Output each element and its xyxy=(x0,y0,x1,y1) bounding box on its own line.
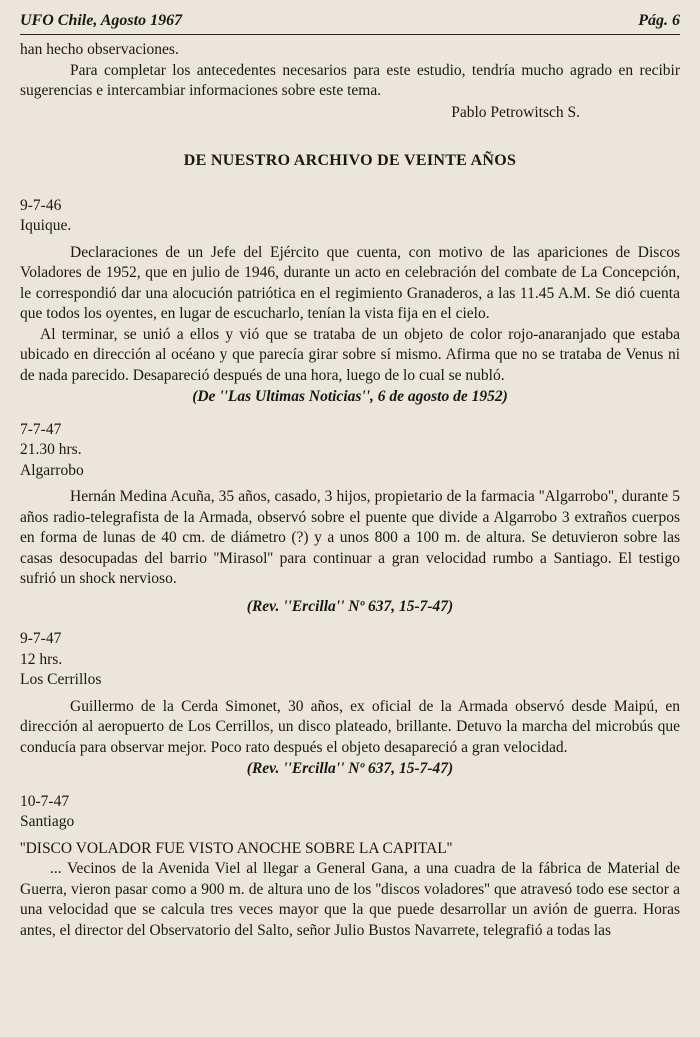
entry-date: 10-7-47 xyxy=(20,792,70,810)
author-signature: Pablo Petrowitsch S. xyxy=(451,103,580,121)
entry-date: 9-7-47 xyxy=(20,630,62,647)
entry-paragraph: Guillermo de la Cerda Simonet, 30 años, ex oficial de la Armada observó desde Maipú, en dirección al aeropuerto de Los Cerrillos, un disco plateado, brillante. Detuvo la marcha del microbús que conducía para observar mejor. Poco rato después el objeto desapareció a gran velocidad. xyxy=(20,697,680,756)
entry-paragraph: Al terminar, se unió a ellos y vió que se trataba de un objeto de color rojo-anaranjado que estaba ubicado en dirección al océano y que parecía girar sobre sí mismo. Afirma que no se trataba de Venus ni de nada parecido. Desapareció después de una hora, luego de lo cual se nubló. xyxy=(20,325,680,384)
entry-place: Los Cerrillos xyxy=(20,671,102,688)
entry-paragraph: ... Vecinos de la Avenida Viel al llegar a General Gana, a una cuadra de la fábrica de Material de Guerra, vieron pasar como a 900 m. de altura uno de los ''discos voladores'' que atravesó todo ese sector a una velocidad que se calcula tres veces mayor que la que puede desarrollar un avión de guerra. Horas antes, el director del Observatorio del Salto, señor Julio Bustos Navarrete, telegrafió a todas las xyxy=(20,860,680,939)
entry-date: 9-7-46 xyxy=(20,196,62,214)
entry-source: (De ''Las Ultimas Noticias'', 6 de agosto de 1952) xyxy=(192,388,508,405)
archive-entry xyxy=(20,792,680,942)
entry-place: Santiago xyxy=(20,813,75,830)
entry-paragraph: Hernán Medina Acuña, 35 años, casado, 3 hijos, propietario de la farmacia ''Algarrobo'', durante 5 años radio-telegrafista de la Armada, observó sobre el puente que divide a Algarrobo 3 extraños cuerpos en forma de lunas de 40 cm. de diámetro (?) y a unos 800 a 100 m. de altura. Se detuvieron sobre las casas desocupadas del barrio ''Mirasol'' para continuar a gran velocidad rumbo a Santiago. El testigo sufrió un shock nervioso. xyxy=(20,488,680,587)
archive-entry xyxy=(20,420,680,618)
entry-place: Iquique. xyxy=(20,217,72,234)
page-header xyxy=(20,10,680,35)
entry-time: 21.30 hrs. xyxy=(20,441,82,458)
archive-entry xyxy=(20,629,680,780)
archive-entry xyxy=(20,196,680,408)
page-number: Pág. 6 xyxy=(638,12,680,29)
entry-source: (Rev. ''Ercilla'' Nº 637, 15-7-47) xyxy=(246,760,454,777)
entry-paragraph: Declaraciones de un Jefe del Ejército que cuenta, con motivo de las apariciones de Discos Voladores de 1952, que en julio de 1946, durante un acto en celebración del combate de La Concepción, le correspondió dar una alocución patriótica en el regimiento Granaderos, a las 11.45 A.M. Se dió cuenta que todos los oyentes, en lugar de escucharlo, tenían la vista fija en el cielo. xyxy=(20,243,680,322)
section-title: DE NUESTRO ARCHIVO DE VEINTE AÑOS xyxy=(183,152,517,169)
entry-source: (Rev. ''Ercilla'' Nº 637, 15-7-47) xyxy=(246,597,454,615)
page-content xyxy=(20,40,680,941)
entry-headline: ''DISCO VOLADOR FUE VISTO ANOCHE SOBRE LA CAPITAL'' xyxy=(20,839,453,857)
continuation-text: han hecho observaciones. xyxy=(20,41,179,58)
entry-time: 12 hrs. xyxy=(20,650,63,668)
entry-place: Algarrobo xyxy=(20,461,84,479)
publication-title: UFO Chile, Agosto 1967 xyxy=(20,12,183,29)
intro-paragraph: Para completar los antecedentes necesarios para este estudio, tendría mucho agrado en recibir sugerencias e intercambiar informaciones sobre este tema. xyxy=(20,61,680,99)
entry-date: 7-7-47 xyxy=(20,420,62,438)
